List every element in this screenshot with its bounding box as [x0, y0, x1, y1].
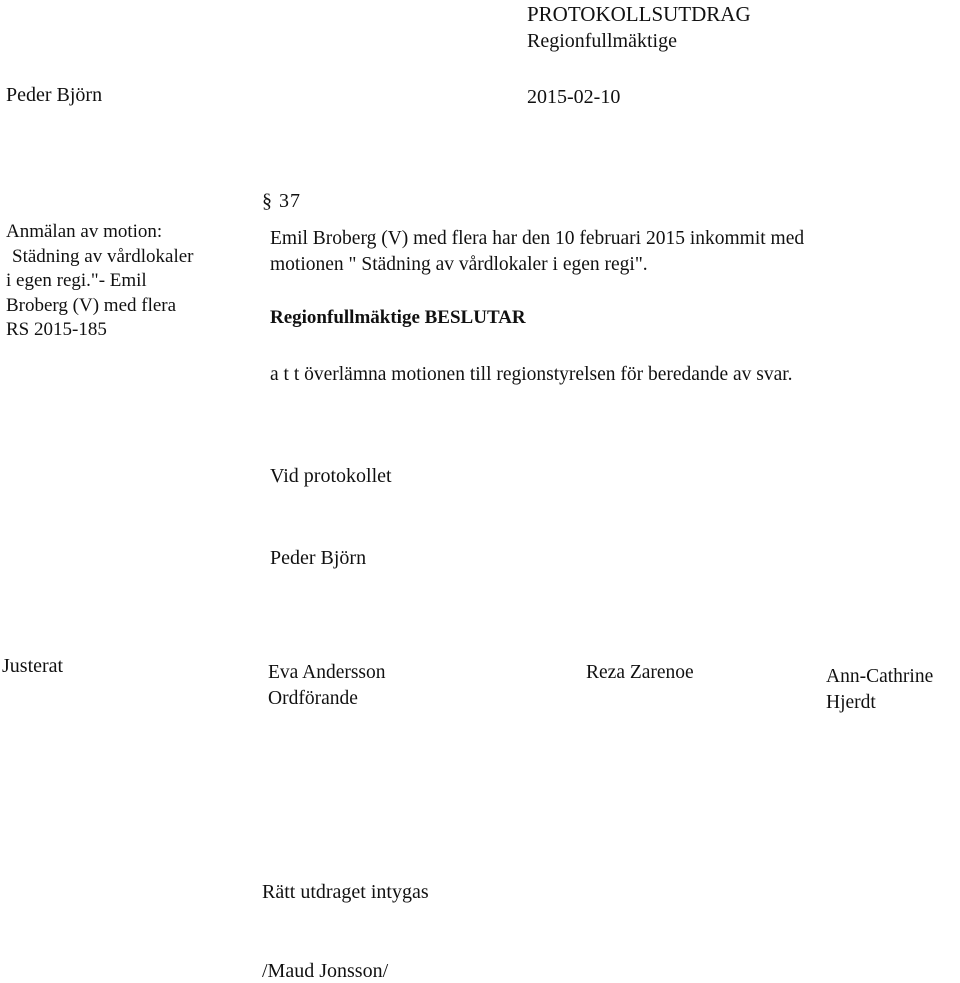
- section-number: § 37: [262, 190, 301, 212]
- vid-protokollet: Vid protokollet: [270, 465, 392, 487]
- signer-block: [586, 660, 694, 686]
- signer-role: Ordförande: [268, 688, 358, 709]
- certification-signature: /Maud Jonsson/: [262, 960, 389, 982]
- document-date: 2015-02-10: [527, 86, 621, 108]
- document-title: PROTOKOLLSUTDRAG: [527, 2, 751, 26]
- side-note-line: Broberg (V) med flera: [6, 294, 177, 316]
- signer-block: [268, 660, 386, 712]
- signer-role: Hjerdt: [826, 692, 876, 713]
- side-note-line: RS 2015-185: [6, 319, 107, 340]
- body-line: motionen " Städning av vårdlokaler i egen regi".: [270, 254, 648, 275]
- side-note: [6, 220, 194, 343]
- document-subtitle: Regionfullmäktige: [527, 30, 677, 52]
- side-note-line: i egen regi."- Emil: [6, 270, 147, 291]
- side-note-line: Städning av vårdlokaler: [12, 245, 194, 267]
- signer-name: Reza Zarenoe: [586, 662, 694, 683]
- decision-heading: Regionfullmäktige BESLUTAR: [270, 307, 526, 328]
- adjusted-label: Justerat: [2, 655, 64, 677]
- signer-name: Eva Andersson: [268, 662, 386, 683]
- decision-text: a t t överlämna motionen till regionstyrelsen för beredande av svar.: [270, 364, 793, 385]
- side-note-line: Anmälan av motion:: [6, 221, 163, 242]
- certification-text: Rätt utdraget intygas: [262, 881, 429, 903]
- signer-name: Ann-Cathrine: [826, 666, 934, 687]
- section-body: [270, 226, 804, 278]
- secretary-name: Peder Björn: [270, 547, 367, 569]
- signer-block: [826, 664, 933, 716]
- author-name: Peder Björn: [6, 84, 103, 106]
- body-line: Emil Broberg (V) med flera har den 10 februari 2015 inkommit med: [270, 228, 805, 249]
